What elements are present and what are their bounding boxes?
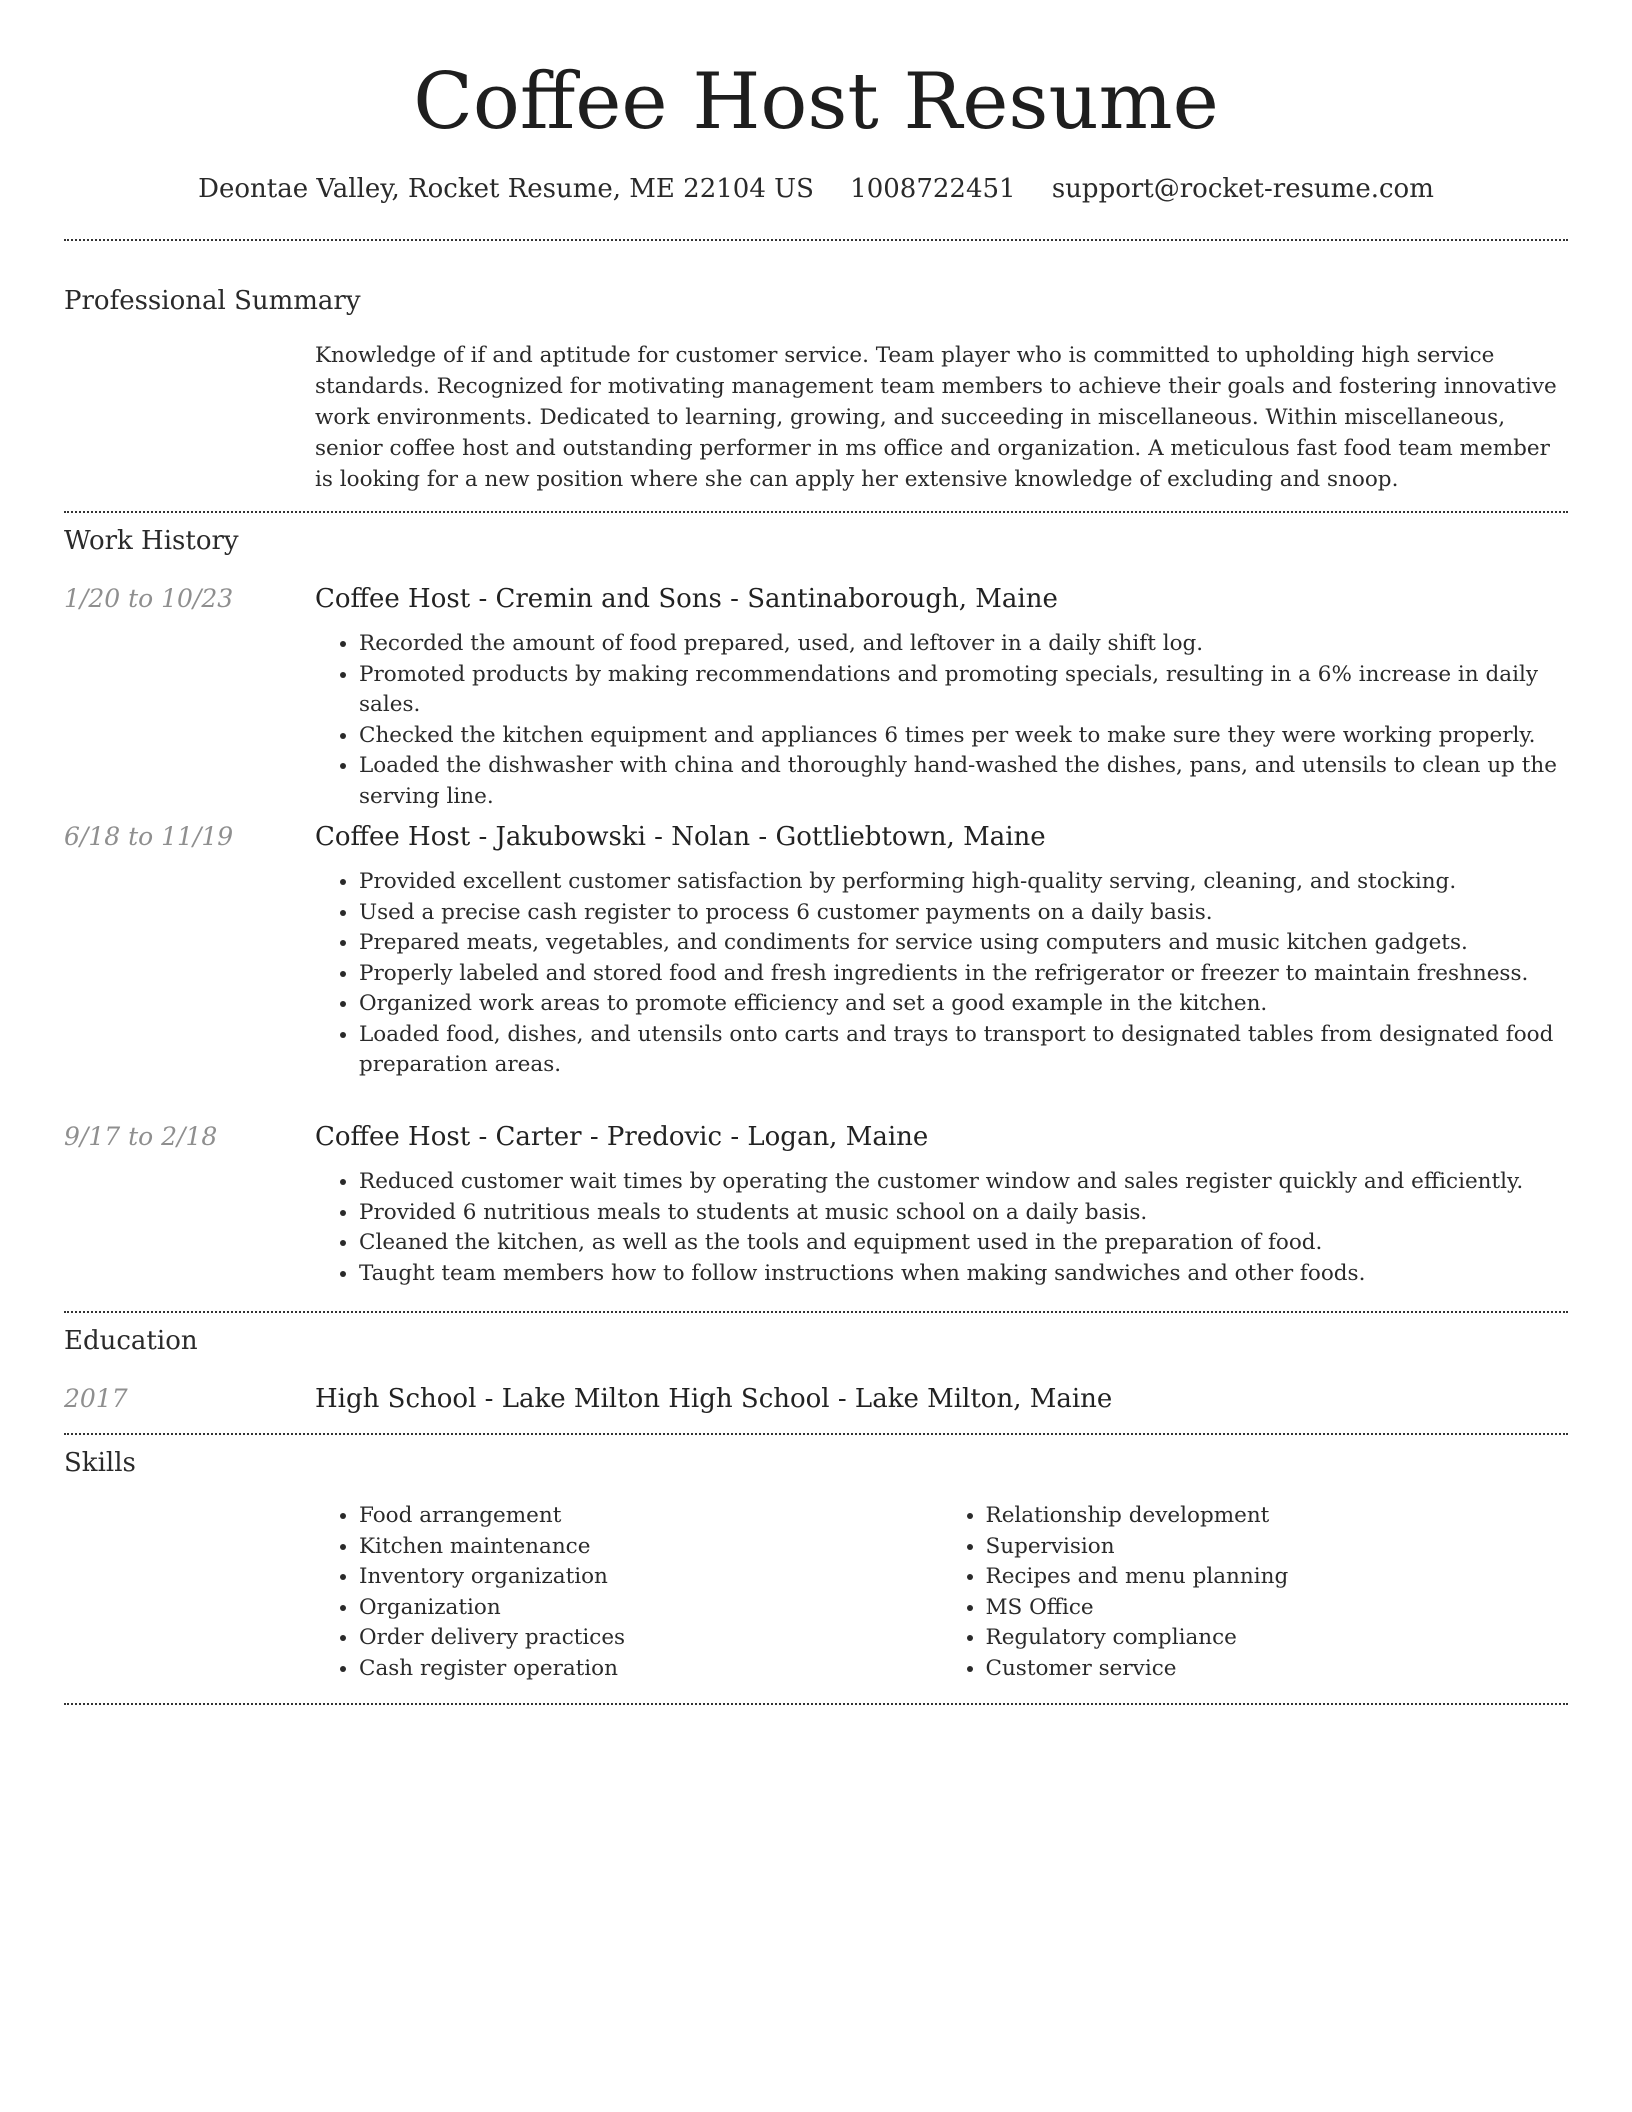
job-bullet: • Cleaned the kitchen, as well as the tools and equipment used in the preparation of food. bbox=[359, 1228, 1568, 1259]
job-bullet: • Organized work areas to promote efficiency and set a good example in the kitchen. bbox=[359, 989, 1568, 1020]
job-bullet: • Checked the kitchen equipment and appliances 6 times per week to make sure they were working properly. bbox=[359, 721, 1568, 752]
contact-address: Deontae Valley, Rocket Resume, ME 22104 US bbox=[198, 174, 814, 204]
job-bullets bbox=[315, 629, 1568, 812]
education-entry bbox=[315, 1382, 1568, 1416]
skill-item: • MS Office bbox=[986, 1593, 1569, 1624]
job-dates: 6/18 to 11/19 bbox=[64, 822, 234, 851]
job-bullet: • Used a precise cash register to process 6 customer payments on a daily basis. bbox=[359, 898, 1568, 929]
skills-list bbox=[315, 1501, 1568, 1684]
contact-phone: 1008722451 bbox=[850, 174, 1016, 204]
contact-line bbox=[64, 172, 1568, 206]
job-bullet: • Loaded the dishwasher with china and thoroughly hand-washed the dishes, pans, and utensils to clean up the serving line. bbox=[359, 751, 1568, 812]
summary-body bbox=[315, 340, 1568, 495]
skill-item: • Customer service bbox=[986, 1654, 1569, 1685]
section-heading-work: Work History bbox=[64, 526, 239, 556]
job-title: Coffee Host - Jakubowski - Nolan - Gottliebtown, Maine bbox=[315, 822, 1046, 852]
resume-title: Coffee Host Resume bbox=[413, 57, 1219, 147]
skill-item: • Order delivery practices bbox=[359, 1623, 942, 1654]
job-bullet: • Provided excellent customer satisfaction by performing high-quality serving, cleaning, and stocking. bbox=[359, 867, 1568, 898]
job-bullet: • Taught team members how to follow instructions when making sandwiches and other foods. bbox=[359, 1259, 1568, 1290]
job-bullets bbox=[315, 867, 1568, 1081]
section-heading-education: Education bbox=[64, 1326, 198, 1356]
job-entry bbox=[315, 1120, 1568, 1289]
contact-email: support@rocket-resume.com bbox=[1051, 174, 1434, 204]
skill-item: • Cash register operation bbox=[359, 1654, 942, 1685]
education-title: High School - Lake Milton High School - Lake Milton, Maine bbox=[315, 1384, 1113, 1414]
skill-item: • Recipes and menu planning bbox=[986, 1562, 1569, 1593]
skill-item: • Kitchen maintenance bbox=[359, 1532, 942, 1563]
job-bullet: • Loaded food, dishes, and utensils onto carts and trays to transport to designated tables from designated food preparation areas. bbox=[359, 1020, 1568, 1081]
job-bullet: • Reduced customer wait times by operating the customer window and sales register quickly and efficiently. bbox=[359, 1167, 1568, 1198]
job-bullet: • Properly labeled and stored food and fresh ingredients in the refrigerator or freezer to maintain freshness. bbox=[359, 959, 1568, 990]
job-entry bbox=[315, 582, 1568, 812]
section-heading-skills: Skills bbox=[64, 1448, 136, 1478]
divider bbox=[64, 1433, 1568, 1435]
skill-item: • Organization bbox=[359, 1593, 942, 1624]
skill-item: • Supervision bbox=[986, 1532, 1569, 1563]
skill-item: • Regulatory compliance bbox=[986, 1623, 1569, 1654]
skill-item: • Inventory organization bbox=[359, 1562, 942, 1593]
resume-page bbox=[64, 0, 1568, 1681]
divider bbox=[64, 1703, 1568, 1705]
section-heading-summary: Professional Summary bbox=[64, 286, 361, 316]
job-bullet: • Recorded the amount of food prepared, used, and leftover in a daily shift log. bbox=[359, 629, 1568, 660]
divider bbox=[64, 1311, 1568, 1313]
job-bullet: • Prepared meats, vegetables, and condiments for service using computers and music kitchen gadgets. bbox=[359, 928, 1568, 959]
summary-text: Knowledge of if and aptitude for customer service. Team player who is committed to upholding high service standards. Recognized for motivating management team members to achieve their goals and fostering innovative work environments. Dedicated to learning, growing, and succeeding in miscellaneous. Within miscellaneous, senior coffee host and outstanding performer in ms office and organization. A meticulous fast food team member is looking for a new position where she can apply her extensive knowledge of excluding and snoop. bbox=[315, 343, 1557, 492]
skill-item: • Food arrangement bbox=[359, 1501, 942, 1532]
divider bbox=[64, 511, 1568, 513]
job-bullets bbox=[315, 1167, 1568, 1289]
skill-item: • Relationship development bbox=[986, 1501, 1569, 1532]
job-bullet: • Promoted products by making recommendations and promoting specials, resulting in a 6% increase in daily sales. bbox=[359, 660, 1568, 721]
job-dates: 9/17 to 2/18 bbox=[64, 1122, 218, 1151]
skills-column-left bbox=[315, 1501, 942, 1684]
job-bullet: • Provided 6 nutritious meals to students at music school on a daily basis. bbox=[359, 1198, 1568, 1229]
job-title: Coffee Host - Carter - Predovic - Logan, Maine bbox=[315, 1122, 929, 1152]
job-dates: 1/20 to 10/23 bbox=[64, 584, 234, 613]
divider bbox=[64, 239, 1568, 241]
job-title: Coffee Host - Cremin and Sons - Santinaborough, Maine bbox=[315, 584, 1058, 614]
skills-column-right bbox=[942, 1501, 1569, 1684]
education-year: 2017 bbox=[64, 1384, 128, 1413]
job-entry bbox=[315, 820, 1568, 1081]
